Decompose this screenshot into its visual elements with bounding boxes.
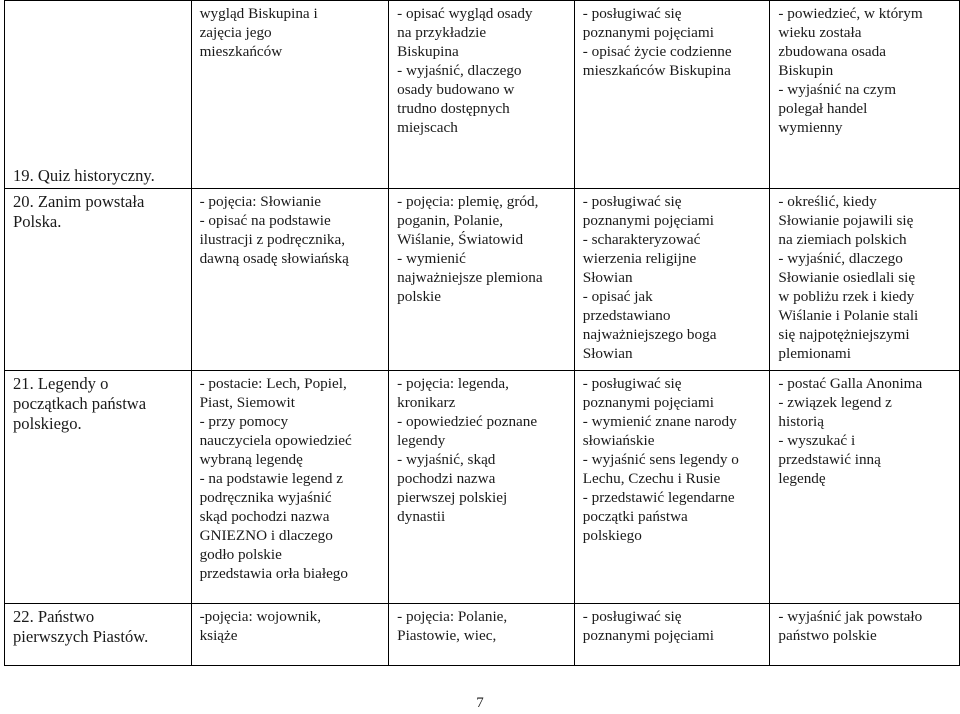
requirements-extended-cell [574, 604, 770, 666]
text-line: mieszkańców Biskupina [582, 62, 731, 79]
text-line: - opisać na podstawie [199, 212, 331, 229]
topic-cell [5, 371, 192, 604]
text-line: Biskupina [397, 43, 459, 60]
requirements-basic-cell [389, 1, 575, 189]
table-row-legendy [5, 371, 960, 604]
requirements-extended-cell [574, 189, 770, 371]
text-line: polskiego. [13, 414, 82, 433]
text-line: wymienny [778, 119, 843, 136]
text-line: Biskupin [778, 62, 834, 79]
text-line: dawną osadę słowiańską [199, 250, 349, 267]
text-line: słowiańskie [582, 432, 655, 449]
text-line: kronikarz [397, 394, 456, 411]
content-cell [191, 189, 389, 371]
text-line: poznanymi pojęciami [582, 627, 714, 644]
requirements-basic-cell [389, 371, 575, 604]
text-line: - przedstawić legendarne [582, 489, 735, 506]
text-line: - opowiedzieć poznane [397, 413, 538, 430]
text-line: - posługiwać się [582, 5, 682, 22]
table-row-panstwo-piastow [5, 604, 960, 666]
table-body [5, 1, 960, 666]
text-line: - postać Galla Anonima [778, 375, 923, 392]
content-cell [191, 1, 389, 189]
text-line: - opisać życie codzienne [582, 43, 732, 60]
text-line: Wiślanie, Światowid [397, 231, 524, 248]
text-line: - określić, kiedy [778, 193, 877, 210]
text-line: poznanymi pojęciami [582, 212, 714, 229]
text-line: wieku została [778, 24, 862, 41]
text-line: - wymienić znane narody [582, 413, 737, 430]
requirements-extended-cell [574, 1, 770, 189]
text-line: - postacie: Lech, Popiel, [199, 375, 347, 392]
text-line: - wyszukać i [778, 432, 856, 449]
text-line: na przykładzie [397, 24, 487, 41]
text-line: trudno dostępnych [397, 100, 510, 117]
text-line: polskiego [582, 527, 642, 544]
text-line: - opisać wygląd osady [397, 5, 533, 22]
text-line: początkach państwa [13, 394, 147, 413]
requirements-basic-cell [389, 604, 575, 666]
text-line: poznanymi pojęciami [582, 24, 714, 41]
text-line: - przy pomocy [199, 413, 289, 430]
requirements-advanced-cell [770, 371, 960, 604]
text-line: początki państwa [582, 508, 688, 525]
text-line: - wyjaśnić na czym [778, 81, 897, 98]
text-line: zbudowana osada [778, 43, 886, 60]
content-cell [191, 371, 389, 604]
text-line: się najpotężniejszymi [778, 326, 910, 343]
text-line: - związek legend z [778, 394, 892, 411]
text-line: Słowianie osiedlali się [778, 269, 916, 286]
text-line: Piast, Siemowit [199, 394, 295, 411]
text-line: najważniejszego boga [582, 326, 717, 343]
text-line: państwo polskie [778, 627, 877, 644]
page-number: 7 [476, 695, 484, 711]
text-line: pochodzi nazwa [397, 470, 496, 487]
text-line: pierwszej polskiej [397, 489, 508, 506]
text-line: dynastii [397, 508, 446, 525]
text-line: Słowian [582, 345, 633, 362]
requirements-advanced-cell [770, 189, 960, 371]
text-line: legendy [397, 432, 446, 449]
text-line: przedstawia orła białego [199, 565, 348, 582]
text-line: - pojęcia: plemię, gród, [397, 193, 539, 210]
text-line: plemionami [778, 345, 851, 362]
text-line: -pojęcia: wojownik, [199, 608, 322, 625]
text-line: - wyjaśnić jak powstało [778, 608, 923, 625]
text-line: 20. Zanim powstała [13, 192, 145, 211]
text-line: zajęcia jego [199, 24, 272, 41]
text-line: 21. Legendy o [13, 374, 109, 393]
text-line: - wyjaśnić sens legendy o [582, 451, 739, 468]
table-row-zanim-powstala-polska [5, 189, 960, 371]
text-line: - posługiwać się [582, 375, 682, 392]
text-line: legendę [778, 470, 826, 487]
requirements-basic-cell [389, 189, 575, 371]
text-line: nauczyciela opowiedzieć [199, 432, 352, 449]
text-line: osady budowano w [397, 81, 515, 98]
topic-cell [5, 604, 192, 666]
text-line: polegał handel [778, 100, 868, 117]
text-line: - opisać jak [582, 288, 653, 305]
text-line: Polska. [13, 212, 62, 231]
text-line: godło polskie [199, 546, 282, 563]
table-row-quiz [5, 1, 960, 189]
text-line: Piastowie, wiec, [397, 627, 497, 644]
text-line: - posługiwać się [582, 608, 682, 625]
text-line: w pobliżu rzek i kiedy [778, 288, 915, 305]
text-line: - wyjaśnić, skąd [397, 451, 496, 468]
text-line: - pojęcia: Słowianie [199, 193, 322, 210]
text-line: na ziemiach polskich [778, 231, 907, 248]
text-line: GNIEZNO i dlaczego [199, 527, 333, 544]
text-line: historią [778, 413, 824, 430]
text-line: - wyjaśnić, dlaczego [778, 250, 903, 267]
text-line: wierzenia religijne [582, 250, 697, 267]
requirements-advanced-cell [770, 1, 960, 189]
text-line: - wyjaśnić, dlaczego [397, 62, 522, 79]
topic-cell [5, 189, 192, 371]
text-line: Słowianie pojawili się [778, 212, 914, 229]
text-line: wybraną legendę [199, 451, 303, 468]
topic-cell [5, 1, 192, 189]
text-line: pierwszych Piastów. [13, 627, 149, 646]
text-line: - wymienić [397, 250, 466, 267]
text-line: najważniejsze plemiona [397, 269, 543, 286]
text-line: - na podstawie legend z [199, 470, 343, 487]
text-line: poganin, Polanie, [397, 212, 503, 229]
text-line: Słowian [582, 269, 633, 286]
requirements-extended-cell [574, 371, 770, 604]
text-line: - pojęcia: legenda, [397, 375, 509, 392]
text-line: miejscach [397, 119, 458, 136]
text-line: - posługiwać się [582, 193, 682, 210]
text-line: poznanymi pojęciami [582, 394, 714, 411]
text-line: Lechu, Czechu i Rusie [582, 470, 721, 487]
text-line: wygląd Biskupina i [199, 5, 318, 22]
text-line: przedstawić inną [778, 451, 881, 468]
text-line: skąd pochodzi nazwa [199, 508, 330, 525]
text-line: Wiślanie i Polanie stali [778, 307, 919, 324]
text-line: polskie [397, 288, 441, 305]
curriculum-table [4, 0, 960, 666]
text-line: - powiedzieć, w którym [778, 5, 923, 22]
content-cell [191, 604, 389, 666]
text-line: 19. Quiz historyczny. [13, 166, 155, 185]
text-line: mieszkańców [199, 43, 283, 60]
text-line: 22. Państwo [13, 607, 95, 626]
text-line: - pojęcia: Polanie, [397, 608, 508, 625]
text-line: ilustracji z podręcznika, [199, 231, 346, 248]
text-line: - scharakteryzować [582, 231, 701, 248]
text-line: książe [199, 627, 238, 644]
requirements-advanced-cell [770, 604, 960, 666]
text-line: przedstawiano [582, 307, 671, 324]
text-line: podręcznika wyjaśnić [199, 489, 332, 506]
